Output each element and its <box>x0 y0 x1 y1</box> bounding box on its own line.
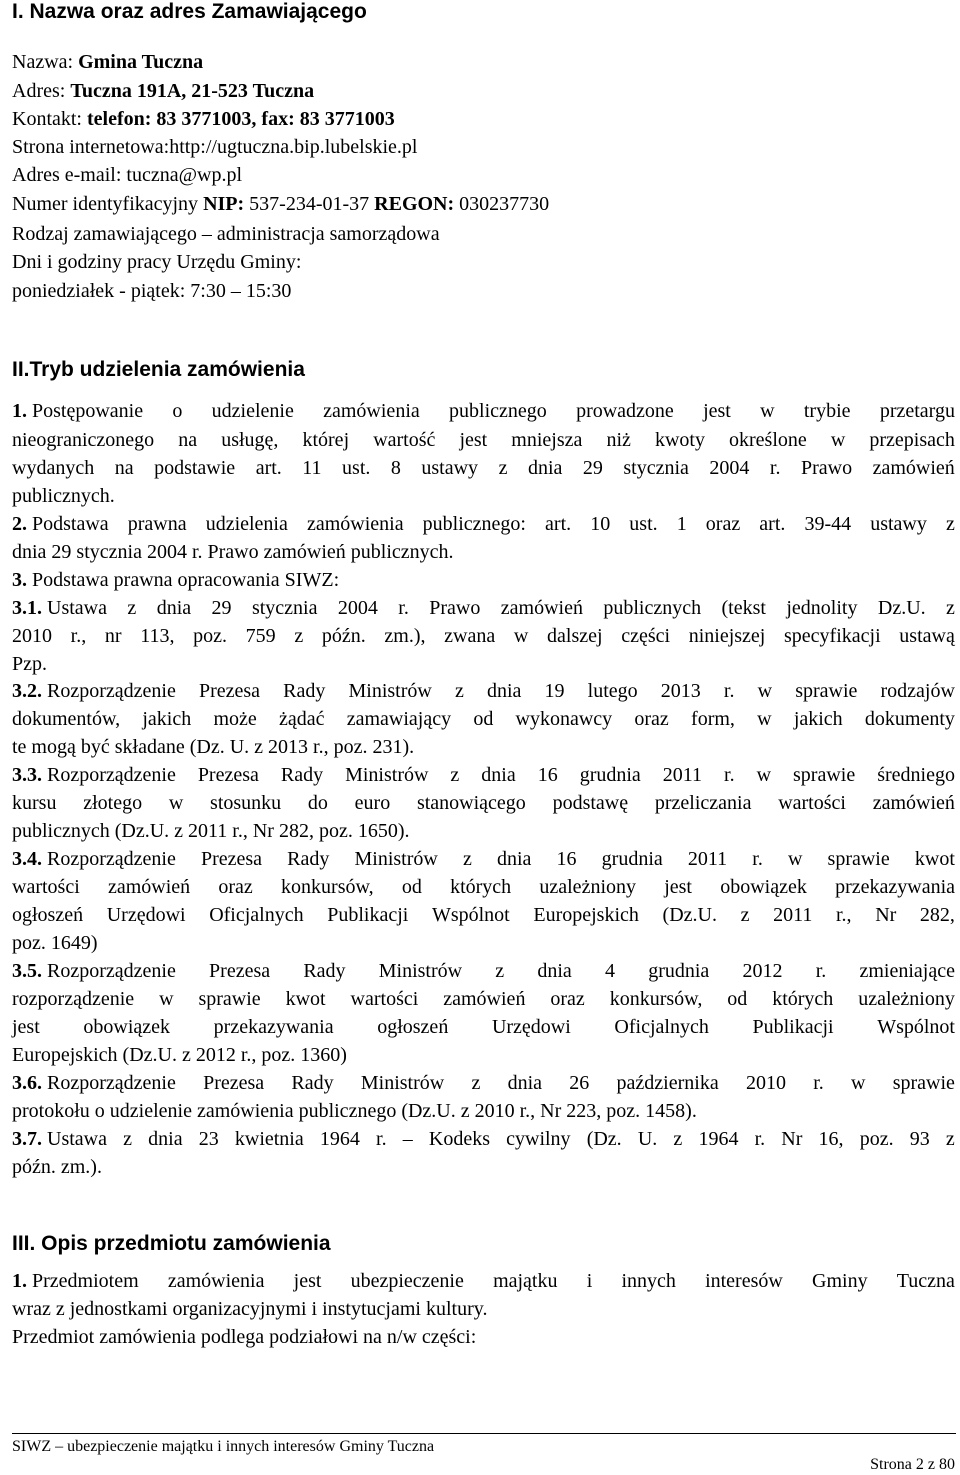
word: r. <box>752 848 763 870</box>
word: poz. <box>859 1128 894 1150</box>
word: dnia <box>156 597 192 619</box>
word: zamówienia <box>167 1270 265 1292</box>
word: dnia <box>481 764 516 786</box>
word: nieograniczonego <box>12 429 155 451</box>
word: na <box>114 457 134 479</box>
text-line: protokołu o udzielenie zamówienia publicznego (Dz.U. z 2010 r., Nr 223, poz. 1458). <box>12 1100 697 1122</box>
word: sprawie <box>892 1072 955 1094</box>
word: z <box>450 764 460 786</box>
word: 11 <box>302 457 322 479</box>
word: Prawo <box>429 597 481 619</box>
word: Wspólnot <box>877 1016 955 1038</box>
word: ust. <box>629 513 658 535</box>
word: w <box>851 1072 866 1094</box>
word: ubezpieczenie <box>350 1270 464 1292</box>
word: jest <box>459 429 488 451</box>
word: obowiązek <box>720 876 807 898</box>
text-line <box>12 399 955 423</box>
word: oraz <box>634 708 669 730</box>
word: U. <box>637 1128 658 1150</box>
word: sprawie <box>827 848 890 870</box>
word: 16 <box>556 848 577 870</box>
word: z <box>123 1128 133 1150</box>
word: obowiązek <box>83 1016 171 1038</box>
word: ustawy <box>870 513 927 535</box>
word: 1 <box>676 513 687 535</box>
word: 3.5. Rozporządzenie <box>12 960 176 982</box>
word: Prezesa <box>197 764 259 786</box>
word: Publikacji <box>327 904 409 926</box>
hours-value: poniedziałek - piątek: 7:30 – 15:30 <box>12 280 292 302</box>
text-line: publicznych. <box>12 485 115 507</box>
word: 2004 <box>709 457 750 479</box>
word: lutego <box>587 680 638 702</box>
word: r. <box>376 1128 387 1150</box>
word: Prawo <box>800 457 853 479</box>
word: Europejskich <box>533 904 639 926</box>
text-line: dnia 29 stycznia 2004 r. Prawo zamówień publicznych. <box>12 541 454 563</box>
text-line <box>12 847 955 871</box>
word: Kodeks <box>428 1128 490 1150</box>
word: wartości <box>778 792 846 814</box>
word: z <box>454 680 464 702</box>
word: przekazywania <box>213 1016 334 1038</box>
word: r. <box>754 1128 766 1150</box>
word: i <box>586 1270 593 1292</box>
word: Rady <box>303 960 346 982</box>
word: wartość <box>373 429 436 451</box>
word: mniejsza <box>511 429 583 451</box>
nip-value: 537-234-01-37 <box>244 193 375 215</box>
word: usługę, <box>221 429 279 451</box>
word: z <box>945 1128 955 1150</box>
word: 39-44 <box>804 513 852 535</box>
word: Nr <box>781 1128 803 1150</box>
word: 3.2. Rozporządzenie <box>12 680 176 702</box>
word: przeliczania <box>654 792 752 814</box>
word: udzielenia <box>205 513 288 535</box>
word: 19 <box>544 680 565 702</box>
word: Oficjalnych <box>614 1016 709 1038</box>
word: majątku <box>493 1270 558 1292</box>
text-line <box>12 624 955 648</box>
word: od <box>473 708 494 730</box>
contact-label: Kontakt: <box>12 108 87 130</box>
email-line <box>12 163 242 187</box>
word: wartości <box>12 876 80 898</box>
word: których <box>450 876 512 898</box>
word: jest <box>293 1270 322 1292</box>
text-line <box>12 1015 955 1039</box>
word: przepisach <box>869 429 955 451</box>
word: publicznego: <box>422 513 526 535</box>
word: stosunku <box>210 792 282 814</box>
word: jest <box>703 400 731 422</box>
word: sprawie <box>793 764 856 786</box>
word: oraz <box>550 988 585 1010</box>
section-3-heading: III. Opis przedmiotu zamówienia <box>12 1232 331 1255</box>
word: z <box>740 904 750 926</box>
word: kwot <box>285 988 326 1010</box>
text-line <box>12 903 955 927</box>
word: Prezesa <box>209 960 271 982</box>
name-line <box>12 50 203 74</box>
word: form, <box>691 708 735 730</box>
word: z <box>294 625 304 647</box>
word: stycznia <box>623 457 689 479</box>
word: zamówienia <box>306 513 404 535</box>
word: podstawę <box>552 792 629 814</box>
footer-rule <box>12 1433 956 1434</box>
text-line <box>12 707 955 731</box>
text-line: 3. Podstawa prawna opracowania SIWZ: <box>12 569 340 591</box>
word: sprawie <box>795 680 858 702</box>
word: grudnia <box>579 764 641 786</box>
word: 29 <box>582 457 603 479</box>
word: art. <box>255 457 282 479</box>
word: niż <box>606 429 631 451</box>
word: trybie <box>803 400 851 422</box>
word: zwana <box>444 625 496 647</box>
word: prowadzone <box>576 400 674 422</box>
word: poz. <box>193 625 228 647</box>
website-link[interactable]: http://ugtuczna.bip.lubelskie.pl <box>169 136 418 158</box>
word: z <box>673 1128 683 1150</box>
regon-label: REGON: <box>374 193 455 215</box>
text-line: te mogą być składane (Dz. U. z 2013 r., poz. 231). <box>12 736 415 758</box>
word: zamówień <box>872 792 955 814</box>
word: dnia <box>148 1128 183 1150</box>
word: stanowiącego <box>416 792 526 814</box>
word: do <box>307 792 328 814</box>
word: 2013 <box>660 680 701 702</box>
word: w <box>513 625 529 647</box>
word: w <box>830 429 846 451</box>
word: Prezesa <box>198 680 261 702</box>
word: Ministrów <box>360 1072 445 1094</box>
word: z <box>946 597 955 619</box>
word: Publikacji <box>752 1016 834 1038</box>
word: części <box>621 625 671 647</box>
word: 8 <box>390 457 401 479</box>
word: Urzędowi <box>491 1016 571 1038</box>
word: ustawą <box>899 625 955 647</box>
address-line <box>12 79 314 103</box>
word: prawna <box>127 513 187 535</box>
word: Prezesa <box>203 1072 265 1094</box>
word: kursu <box>12 792 57 814</box>
word: dalszej <box>547 625 603 647</box>
word: grudnia <box>601 848 663 870</box>
word: z <box>127 597 137 619</box>
word: 3.1. Ustawa <box>12 597 107 619</box>
word: specyfikacji <box>784 625 881 647</box>
word: Ministrów <box>378 960 463 982</box>
text-line <box>12 763 955 787</box>
word: zamówienia <box>323 400 420 422</box>
word: 3.7. Ustawa <box>12 1128 107 1150</box>
word: niniejszej <box>688 625 766 647</box>
text-line <box>12 1127 955 1151</box>
word: Gminy <box>812 1270 868 1292</box>
word: Tuczna <box>896 1270 955 1292</box>
word: 2004 <box>337 597 378 619</box>
word: od <box>401 876 422 898</box>
word: wartości <box>350 988 419 1010</box>
word: 16 <box>537 764 558 786</box>
word: r. <box>815 960 827 982</box>
word: 16, <box>818 1128 844 1150</box>
word: Ministrów <box>345 764 429 786</box>
word: jakich <box>142 708 192 730</box>
word: 282, <box>919 904 955 926</box>
word: 2. Podstawa <box>12 513 109 535</box>
word: dokumentów, <box>12 708 121 730</box>
word: 2011 <box>662 764 703 786</box>
word: 113, <box>140 625 175 647</box>
word: Urzędowi <box>106 904 186 926</box>
word: jest <box>12 1016 40 1038</box>
word: w <box>168 792 184 814</box>
footer-text: SIWZ – ubezpieczenie majątku i innych interesów Gminy Tuczna <box>12 1438 435 1455</box>
text-line: Przedmiot zamówienia podlega podziałowi na n/w części: <box>12 1326 477 1348</box>
word: r., <box>836 904 852 926</box>
word: której <box>302 429 350 451</box>
word: może <box>213 708 257 730</box>
text-line <box>12 596 955 620</box>
word: 3.4. Rozporządzenie <box>12 848 176 870</box>
word: 2010 <box>12 625 52 647</box>
word: 3.6. Rozporządzenie <box>12 1072 176 1094</box>
word: nr <box>104 625 122 647</box>
word: rodzajów <box>880 680 955 702</box>
text-line <box>12 791 955 815</box>
word: dnia <box>486 680 522 702</box>
word: ust. <box>342 457 371 479</box>
word: r. <box>813 1072 824 1094</box>
text-line: publicznych (Dz.U. z 2011 r., Nr 282, poz. 1650). <box>12 820 410 842</box>
word: Ministrów <box>348 680 432 702</box>
word: sprawie <box>198 988 261 1010</box>
word: Wspólnot <box>431 904 510 926</box>
word: dnia <box>527 457 563 479</box>
word: w <box>760 400 775 422</box>
word: zamawiający <box>346 708 452 730</box>
word: zm.), <box>384 625 426 647</box>
word: innych <box>621 1270 676 1292</box>
website-label: Strona internetowa: <box>12 136 170 158</box>
word: rozporządzenie <box>12 988 135 1010</box>
word: zamówień <box>500 597 583 619</box>
word: art. <box>545 513 572 535</box>
contact-value: telefon: 83 3771003, fax: 83 3771003 <box>87 108 395 130</box>
word: 2011 <box>773 904 813 926</box>
text-line: Pzp. <box>12 653 47 675</box>
word: złotego <box>83 792 143 814</box>
word: Nr <box>875 904 897 926</box>
word: (Dz. <box>586 1128 622 1150</box>
word: ogłoszeń <box>12 904 84 926</box>
address-value: Tuczna 191A, 21-523 Tuczna <box>70 80 315 102</box>
section-2-heading: II.Tryb udzielenia zamówienia <box>12 358 305 381</box>
text-line: poz. 1649) <box>12 932 98 954</box>
word: r., <box>70 625 87 647</box>
word: średniego <box>877 764 955 786</box>
word: ustawy <box>421 457 479 479</box>
word: 2010 <box>745 1072 786 1094</box>
word: 3.3. Rozporządzenie <box>12 764 176 786</box>
word: Rady <box>280 764 324 786</box>
word: w <box>757 680 773 702</box>
name-label: Nazwa: <box>12 51 79 73</box>
word: 759 <box>245 625 276 647</box>
word: na <box>178 429 198 451</box>
word: wydanych <box>12 457 95 479</box>
text-line: wraz z jednostkami organizacyjnymi i instytucjami kultury. <box>12 1298 488 1320</box>
word: 4 <box>605 960 616 982</box>
word: dnia <box>537 960 572 982</box>
word: przekazywania <box>835 876 955 898</box>
word: żądać <box>278 708 325 730</box>
text-line <box>12 959 955 983</box>
word: z <box>498 457 508 479</box>
word: z <box>462 848 472 870</box>
word: 1964 <box>319 1128 360 1150</box>
word: w <box>159 988 174 1010</box>
word: z <box>471 1072 481 1094</box>
word: 93 <box>909 1128 930 1150</box>
id-text: Numer identyfikacyjny <box>12 193 204 215</box>
word: euro <box>354 792 391 814</box>
email-link[interactable]: tuczna@wp.pl <box>126 164 243 186</box>
word: Rady <box>283 680 326 702</box>
text-line: późn. zm.). <box>12 1156 102 1178</box>
name-value: Gmina Tuczna <box>78 51 204 73</box>
word: ogłoszeń <box>377 1016 449 1038</box>
word: z <box>495 960 505 982</box>
word: 23 <box>198 1128 219 1150</box>
word: kwot <box>914 848 955 870</box>
word: zmieniające <box>859 960 955 982</box>
word: przetargu <box>879 400 955 422</box>
word: Dz.U. <box>877 597 926 619</box>
word: dokumenty <box>864 708 955 730</box>
text-line: Europejskich (Dz.U. z 2012 r., poz. 1360) <box>12 1044 347 1066</box>
word: grudnia <box>648 960 710 982</box>
word: Prezesa <box>200 848 263 870</box>
word: art. <box>759 513 786 535</box>
contact-line <box>12 107 395 131</box>
text-line <box>12 512 955 536</box>
word: r. <box>724 764 735 786</box>
word: (tekst <box>721 597 766 619</box>
word: cywilny <box>506 1128 571 1150</box>
email-label: Adres e-mail: <box>12 164 127 186</box>
word: (Dz.U. <box>662 904 717 926</box>
type-line: Rodzaj zamawiającego – administracja samorządowa <box>12 223 440 245</box>
word: – <box>402 1128 413 1150</box>
text-line <box>12 1269 955 1293</box>
word: 26 <box>569 1072 590 1094</box>
regon-value: 030237730 <box>454 193 550 215</box>
word: kwietnia <box>234 1128 304 1150</box>
address-label: Adres: <box>12 80 71 102</box>
word: dnia <box>507 1072 543 1094</box>
word: podstawie <box>154 457 236 479</box>
word: 1. Przedmiotem <box>12 1270 139 1292</box>
word: w <box>787 848 803 870</box>
word: udzielenie <box>211 400 294 422</box>
text-line <box>12 1071 955 1095</box>
word: jest <box>664 876 692 898</box>
word: dnia <box>496 848 532 870</box>
word: 29 <box>211 597 232 619</box>
word: późn. <box>321 625 366 647</box>
word: określone <box>729 429 807 451</box>
word: o <box>172 400 183 422</box>
word: 2011 <box>687 848 728 870</box>
word: kwoty <box>654 429 705 451</box>
page-number: Strona 2 z 80 <box>870 1456 955 1473</box>
text-line <box>12 679 955 703</box>
word: oraz <box>705 513 741 535</box>
word: z <box>945 513 955 535</box>
word: 10 <box>590 513 611 535</box>
word: od <box>727 988 748 1010</box>
word: w <box>756 764 772 786</box>
word: 1964 <box>698 1128 739 1150</box>
word: r. <box>398 597 409 619</box>
word: uzależniony <box>539 876 636 898</box>
word: r. <box>723 680 735 702</box>
word: uzależniony <box>858 988 955 1010</box>
word: października <box>616 1072 719 1094</box>
word: 2012 <box>742 960 783 982</box>
word: Rady <box>291 1072 334 1094</box>
word: jakich <box>793 708 843 730</box>
word: Rady <box>287 848 330 870</box>
word: r. <box>769 457 781 479</box>
text-line <box>12 987 955 1011</box>
hours-label: Dni i godziny pracy Urzędu Gminy: <box>12 251 302 273</box>
word: zamówień <box>107 876 191 898</box>
section-1-heading: I. Nazwa oraz adres Zamawiającego <box>12 0 367 23</box>
word: wykonawcy <box>515 708 613 730</box>
word: 1. Postępowanie <box>12 400 144 422</box>
word: w <box>757 708 772 730</box>
word: publicznego <box>449 400 547 422</box>
word: stycznia <box>251 597 318 619</box>
word: jednolity <box>786 597 858 619</box>
website-line <box>12 135 417 159</box>
word: zamówień <box>443 988 526 1010</box>
word: konkursów, <box>609 988 703 1010</box>
text-line <box>12 875 955 899</box>
word: Oficjalnych <box>209 904 304 926</box>
word: Ministrów <box>354 848 438 870</box>
word: zamówień <box>872 457 955 479</box>
nip-label: NIP: <box>203 193 245 215</box>
word: interesów <box>705 1270 783 1292</box>
word: publicznych <box>603 597 702 619</box>
word: których <box>772 988 834 1010</box>
text-line <box>12 428 955 452</box>
text-line <box>12 456 955 480</box>
id-numbers-line <box>12 192 549 216</box>
word: oraz <box>218 876 253 898</box>
word: konkursów, <box>281 876 374 898</box>
